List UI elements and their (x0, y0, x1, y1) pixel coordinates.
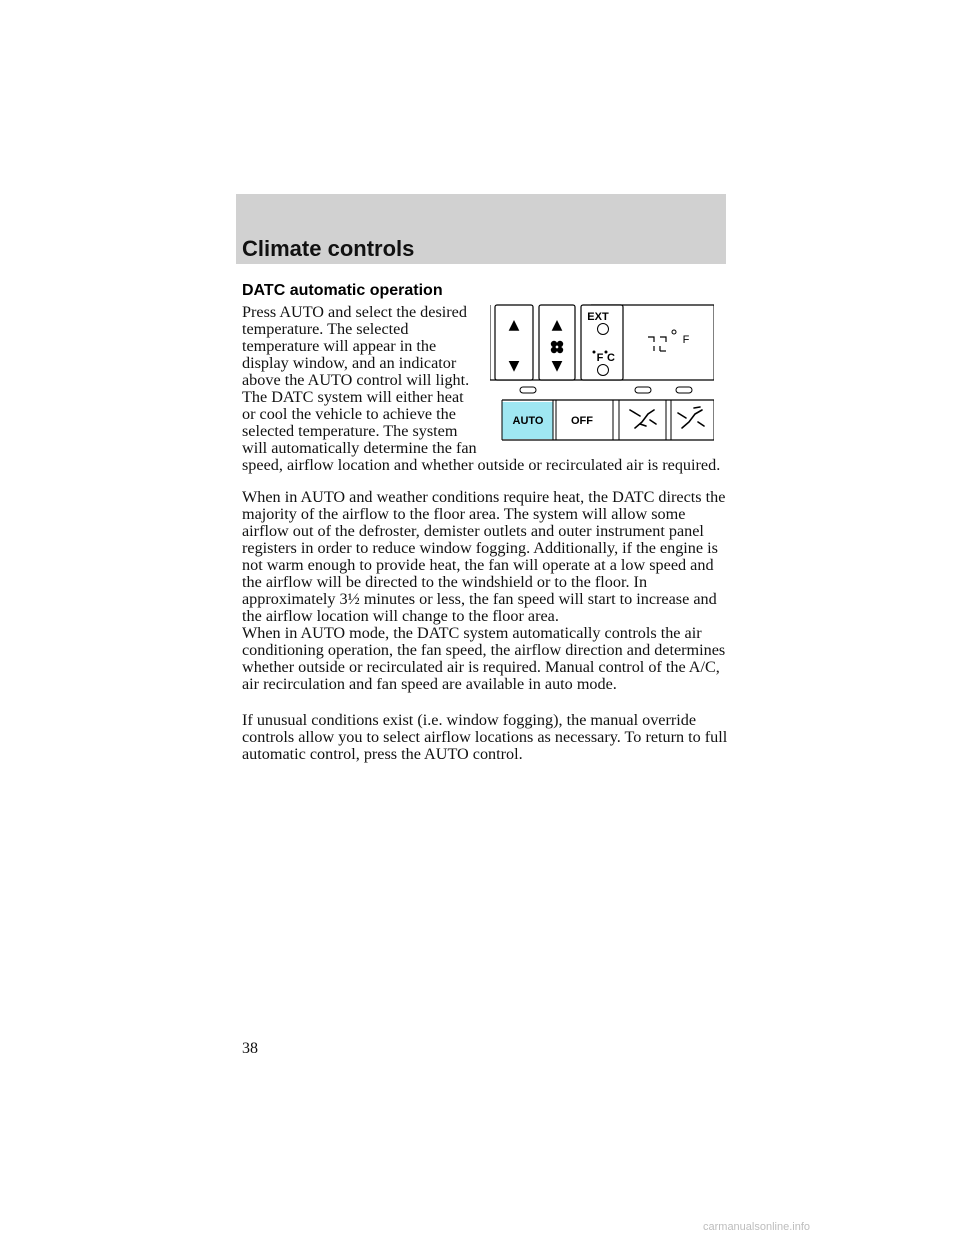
auto-indicator-light (520, 387, 536, 393)
section-title: DATC automatic operation (242, 282, 443, 299)
fan-up-icon[interactable]: ▲ (551, 317, 563, 333)
header-title: Climate controls (242, 236, 415, 261)
defrost-floor-indicator-light (635, 387, 651, 393)
temp-down-icon[interactable]: ▼ (508, 358, 520, 374)
watermark-text: carmanualsonline.info (703, 1221, 811, 1233)
auto-button[interactable]: AUTO (512, 415, 544, 427)
windshield-defrost-airflow-icon[interactable] (678, 407, 704, 428)
c-label: C (607, 352, 615, 364)
fc-button[interactable] (598, 365, 609, 376)
paragraph-2: When in AUTO and weather conditions require heat, the DATC directs the majority of the airflow to the floor area. The system will allow some airflow out of the defroster, demister outlets and outer instrument panel registers in order to reduce window fogging. Additionally, if the engine is not warm enough to provide heat, the fan will operate at a low speed and the airflow will be directed to the windshield or to the floor. In approximately 3½ minutes or less, the fan speed will start to increase and the airflow location will change to the floor area. (242, 488, 726, 625)
temp-up-icon[interactable]: ▲ (508, 317, 520, 333)
paragraph-1: Press AUTO and select the desired temperature. The selected temperature will appear in the display window, and an indicator above the AUTO control will light. The DATC system will either heat or cool the vehicle to achieve the selected temperature. The system will automatically determine the fan speed, airflow location and whether outside or recirculated air is required. (242, 303, 721, 474)
paragraph-4: If unusual conditions exist (i.e. window fogging), the manual override controls allow you to select airflow locations as necessary. To return to full automatic control, press the AUTO control. (242, 711, 728, 763)
temperature-display-segments (648, 337, 666, 351)
fan-down-icon[interactable]: ▼ (551, 358, 563, 374)
ext-button[interactable] (598, 324, 609, 335)
off-button[interactable]: OFF (571, 415, 593, 427)
windshield-floor-airflow-icon[interactable] (630, 410, 656, 428)
degree-icon (672, 330, 676, 334)
ext-label: EXT (587, 311, 609, 323)
datc-control-panel-illustration (490, 300, 714, 444)
page-number: 38 (242, 1040, 258, 1057)
defrost-indicator-light (676, 387, 692, 393)
f-indicator-icon (593, 351, 596, 354)
paragraph-3: When in AUTO mode, the DATC system automatically controls the air conditioning operation, the fan speed, the airflow direction and determines whether outside or recirculated air is required. Manual control of the A/C, air recirculation and fan speed are available in auto mode. (242, 624, 726, 693)
display-unit-label: F (682, 334, 690, 346)
f-label: F (596, 352, 604, 364)
